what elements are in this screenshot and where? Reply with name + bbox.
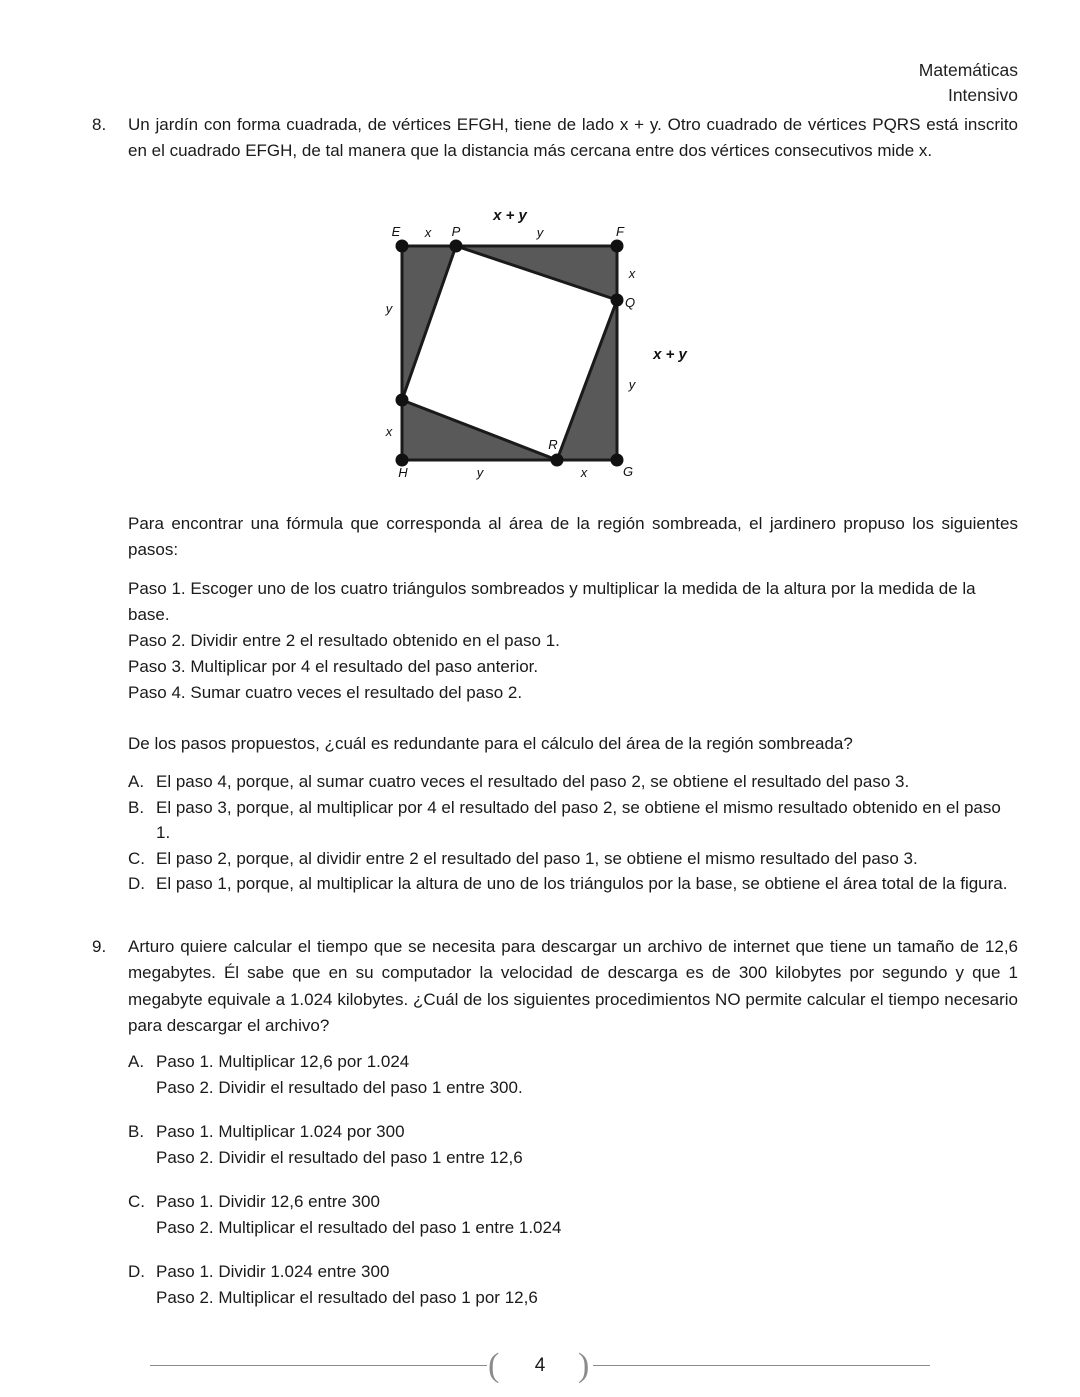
option-c-letter: C. [128,848,145,868]
option-b-letter: B. [128,797,145,817]
option-b-step-2: Paso 2. Dividir el resultado del paso 1 entre 12,6 [156,1147,523,1167]
question-8-step-2: Paso 2. Dividir entre 2 el resultado obtenido en el paso 1. [128,631,560,650]
figure-segment-label-top-left: x [424,225,432,240]
vertex-dot-e [396,240,409,253]
figure-vertex-label-r: R [548,437,558,452]
question-8-stem: Un jardín con forma cuadrada, de vértices EFGH, tiene de lado x + y. Otro cuadrado de vértices PQRS está inscrito en el cuadrado EFGH, de tal manera que la distancia más cercana entre dos vértices consecutivos mide x. [128,115,1018,161]
option-c-text: El paso 2, porque, al dividir entre 2 el resultado del paso 1, se obtiene el mismo resultado del paso 3. [156,848,918,868]
figure-segment-label-bottom-left: y [476,465,484,480]
option-d-text: El paso 1, porque, al multiplicar la altura de uno de los triángulos por la base, se obtiene el área total de la figura. [156,874,1008,893]
document-header [919,58,1018,109]
footer-rule-left [150,1365,487,1366]
option-c-letter: C. [128,1192,145,1211]
option-d-step-2: Paso 2. Multiplicar el resultado del paso 1 por 12,6 [156,1287,538,1307]
option-d-letter: D. [128,1262,145,1281]
figure-segment-label-left-top: y [385,301,393,316]
option-b-letter: B. [128,1122,145,1141]
page-number: 4 [534,1355,546,1376]
question-8 [92,112,1018,165]
footer-brace-left: ( [488,1347,500,1384]
option-d[interactable] [128,871,1018,897]
figure-segment-label-bottom-right: x [580,465,588,480]
option-b[interactable] [128,795,1018,846]
option-a-text [156,1049,1018,1100]
option-c-text [156,1189,1018,1240]
option-a-text: El paso 4, porque, al sumar cuatro veces el resultado del paso 2, se obtiene el resultado del paso 3. [156,772,910,791]
figure-segment-label-left-bottom: x [385,424,393,439]
header-subject: Matemáticas [918,60,1018,80]
figure-segment-label-right-bottom: y [628,377,636,392]
figure-vertex-label-h: H [398,465,408,480]
vertex-dot-f [611,240,624,253]
question-8-intro: Para encontrar una fórmula que corresponda al área de la región sombreada, el jardinero propuso los siguientes pasos: [128,514,1018,559]
option-b-step-1: Paso 1. Multiplicar 1.024 por 300 [156,1122,405,1141]
option-c[interactable] [128,846,1018,872]
question-8-row [92,112,1018,165]
vertex-dot-g [611,454,624,467]
option-b[interactable] [128,1119,1018,1170]
option-b-text: El paso 3, porque, al multiplicar por 4 el resultado del paso 2, se obtiene el mismo resultado obtenido en el paso 1. [156,797,1001,842]
option-d-text [156,1259,1018,1310]
header-program: Intensivo [947,85,1018,106]
question-9-number: 9. [92,937,107,956]
question-8-step-4: Paso 4. Sumar cuatro veces el resultado del paso 2. [128,683,523,702]
option-a[interactable] [128,1049,1018,1100]
figure-vertex-label-e: E [391,224,401,239]
figure-vertex-label-s: S [409,384,419,399]
vertex-dot-r [551,454,564,467]
question-9-stem: Arturo quiere calcular el tiempo que se necesita para descargar un archivo de internet que tiene un tamaño de 12,6 megabytes. Él sabe que en su computador la velocidad de descarga es de 300 kilobytes por segundo y que 1 megabyte equivale a 1.024 kilobytes. ¿Cuál de los siguientes procedimientos NO permite calcular el tiempo necesario para descargar el archivo? [128,937,1018,1036]
figure-vertex-label-g: G [622,464,634,479]
vertex-dot-q [611,294,624,307]
question-9 [92,934,1018,1039]
option-a[interactable] [128,769,1018,795]
option-d-letter: D. [128,874,145,893]
option-a-step-1: Paso 1. Multiplicar 12,6 por 1.024 [156,1052,410,1071]
question-8-step-3: Paso 3. Multiplicar por 4 el resultado del paso anterior. [128,657,539,676]
geometry-figure [370,196,770,496]
option-d[interactable] [128,1259,1018,1310]
figure-right-label: x + y [653,346,687,363]
figure-vertex-label-f: F [616,224,624,239]
figure-vertex-label-p: P [451,224,461,239]
option-a-letter: A. [128,772,145,791]
option-c[interactable] [128,1189,1018,1240]
question-8-options [128,769,1018,897]
vertex-dot-p [450,240,463,253]
page-footer [0,1348,1080,1392]
option-c-step-2: Paso 2. Multiplicar el resultado del paso 1 entre 1.024 [156,1217,562,1237]
figure-segment-label-top-right: y [536,225,544,240]
question-9-row [92,934,1018,1039]
option-a-letter: A. [128,1052,145,1071]
footer-brace-right: ) [578,1347,590,1384]
figure-segment-label-right-top: x [628,266,636,281]
option-c-step-1: Paso 1. Dividir 12,6 entre 300 [156,1192,380,1211]
question-8-prompt: De los pasos propuestos, ¿cuál es redundante para el cálculo del área de la región sombreada? [128,734,853,753]
footer-rule-right [593,1365,930,1366]
option-b-text [156,1119,1018,1170]
vertex-dot-s [396,394,409,407]
figure-top-label: x + y [493,207,527,224]
figure-vertex-label-q: Q [624,295,636,310]
option-a-step-2: Paso 2. Dividir el resultado del paso 1 entre 300. [156,1077,523,1097]
question-8-number: 8. [92,115,107,134]
question-9-options [128,1049,1018,1329]
question-8-step-1: Paso 1. Escoger uno de los cuatro triángulos sombreados y multiplicar la medida de la altura por la medida de la base. [128,579,976,624]
option-d-step-1: Paso 1. Dividir 1.024 entre 300 [156,1262,390,1281]
